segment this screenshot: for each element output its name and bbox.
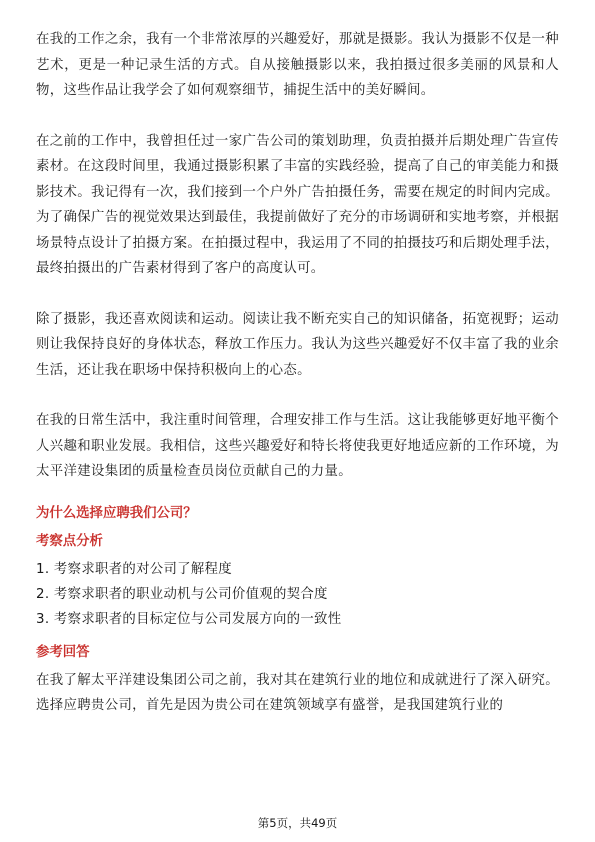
answer-text: 在我了解太平洋建设集团公司之前，我对其在建筑行业的地位和成就进行了深入研究。选择应聘贵公司，首先是因为贵公司在建筑领域享有盛誉，是我国建筑行业的	[36, 672, 559, 713]
page-number: 第5页，共49页	[257, 816, 338, 830]
answer-heading: 参考回答	[36, 644, 90, 660]
question-title: 为什么选择应聘我们公司？	[36, 505, 197, 521]
paragraph-hobby-photography: 在我的工作之余，我有一个非常浓厚的兴趣爱好，那就是摄影。我认为摄影不仅是一种艺术，更是一种记录生活的方式。自从接触摄影以来，我拍摄过很多美丽的风景和人物，这些作品让我学会了如何观察细节，捕捉生活中的美好瞬间。	[36, 32, 559, 98]
page-content	[36, 27, 559, 719]
analysis-heading: 考察点分析	[36, 533, 103, 549]
list-item: 3. 考察求职者的目标定位与公司发展方向的一致性	[36, 611, 342, 627]
list-item: 2. 考察求职者的职业动机与公司价值观的契合度	[36, 586, 328, 602]
list-item: 1. 考察求职者的对公司了解程度	[36, 561, 232, 577]
paragraph-work-experience: 在之前的工作中，我曾担任过一家广告公司的策划助理，负责拍摄并后期处理广告宣传素材。在这段时间里，我通过摄影积累了丰富的实践经验，提高了自己的审美能力和摄影技术。我记得有一次，我们接到一个户外广告拍摄任务，需要在规定的时间内完成。为了确保广告的视觉效果达到最佳，我提前做好了充分的市场调研和实地考察，并根据场景特点设计了拍摄方案。在拍摄过程中，我运用了不同的拍摄技巧和后期处理手法，最终拍摄出的广告素材得到了客户的高度认可。	[36, 133, 559, 276]
analysis-list	[36, 557, 559, 632]
paragraph-time-management: 在我的日常生活中，我注重时间管理，合理安排工作与生活。这让我能够更好地平衡个人兴趣和职业发展。我相信，这些兴趣爱好和特长将使我更好地适应新的工作环境，为太平洋建设集团的质量检查员岗位贡献自己的力量。	[36, 413, 559, 479]
paragraph-reading-sports: 除了摄影，我还喜欢阅读和运动。阅读让我不断充实自己的知识储备，拓宽视野；运动则让我保持良好的身体状态，释放工作压力。我认为这些兴趣爱好不仅丰富了我的业余生活，还让我在职场中保持积极向上的心态。	[36, 311, 559, 378]
